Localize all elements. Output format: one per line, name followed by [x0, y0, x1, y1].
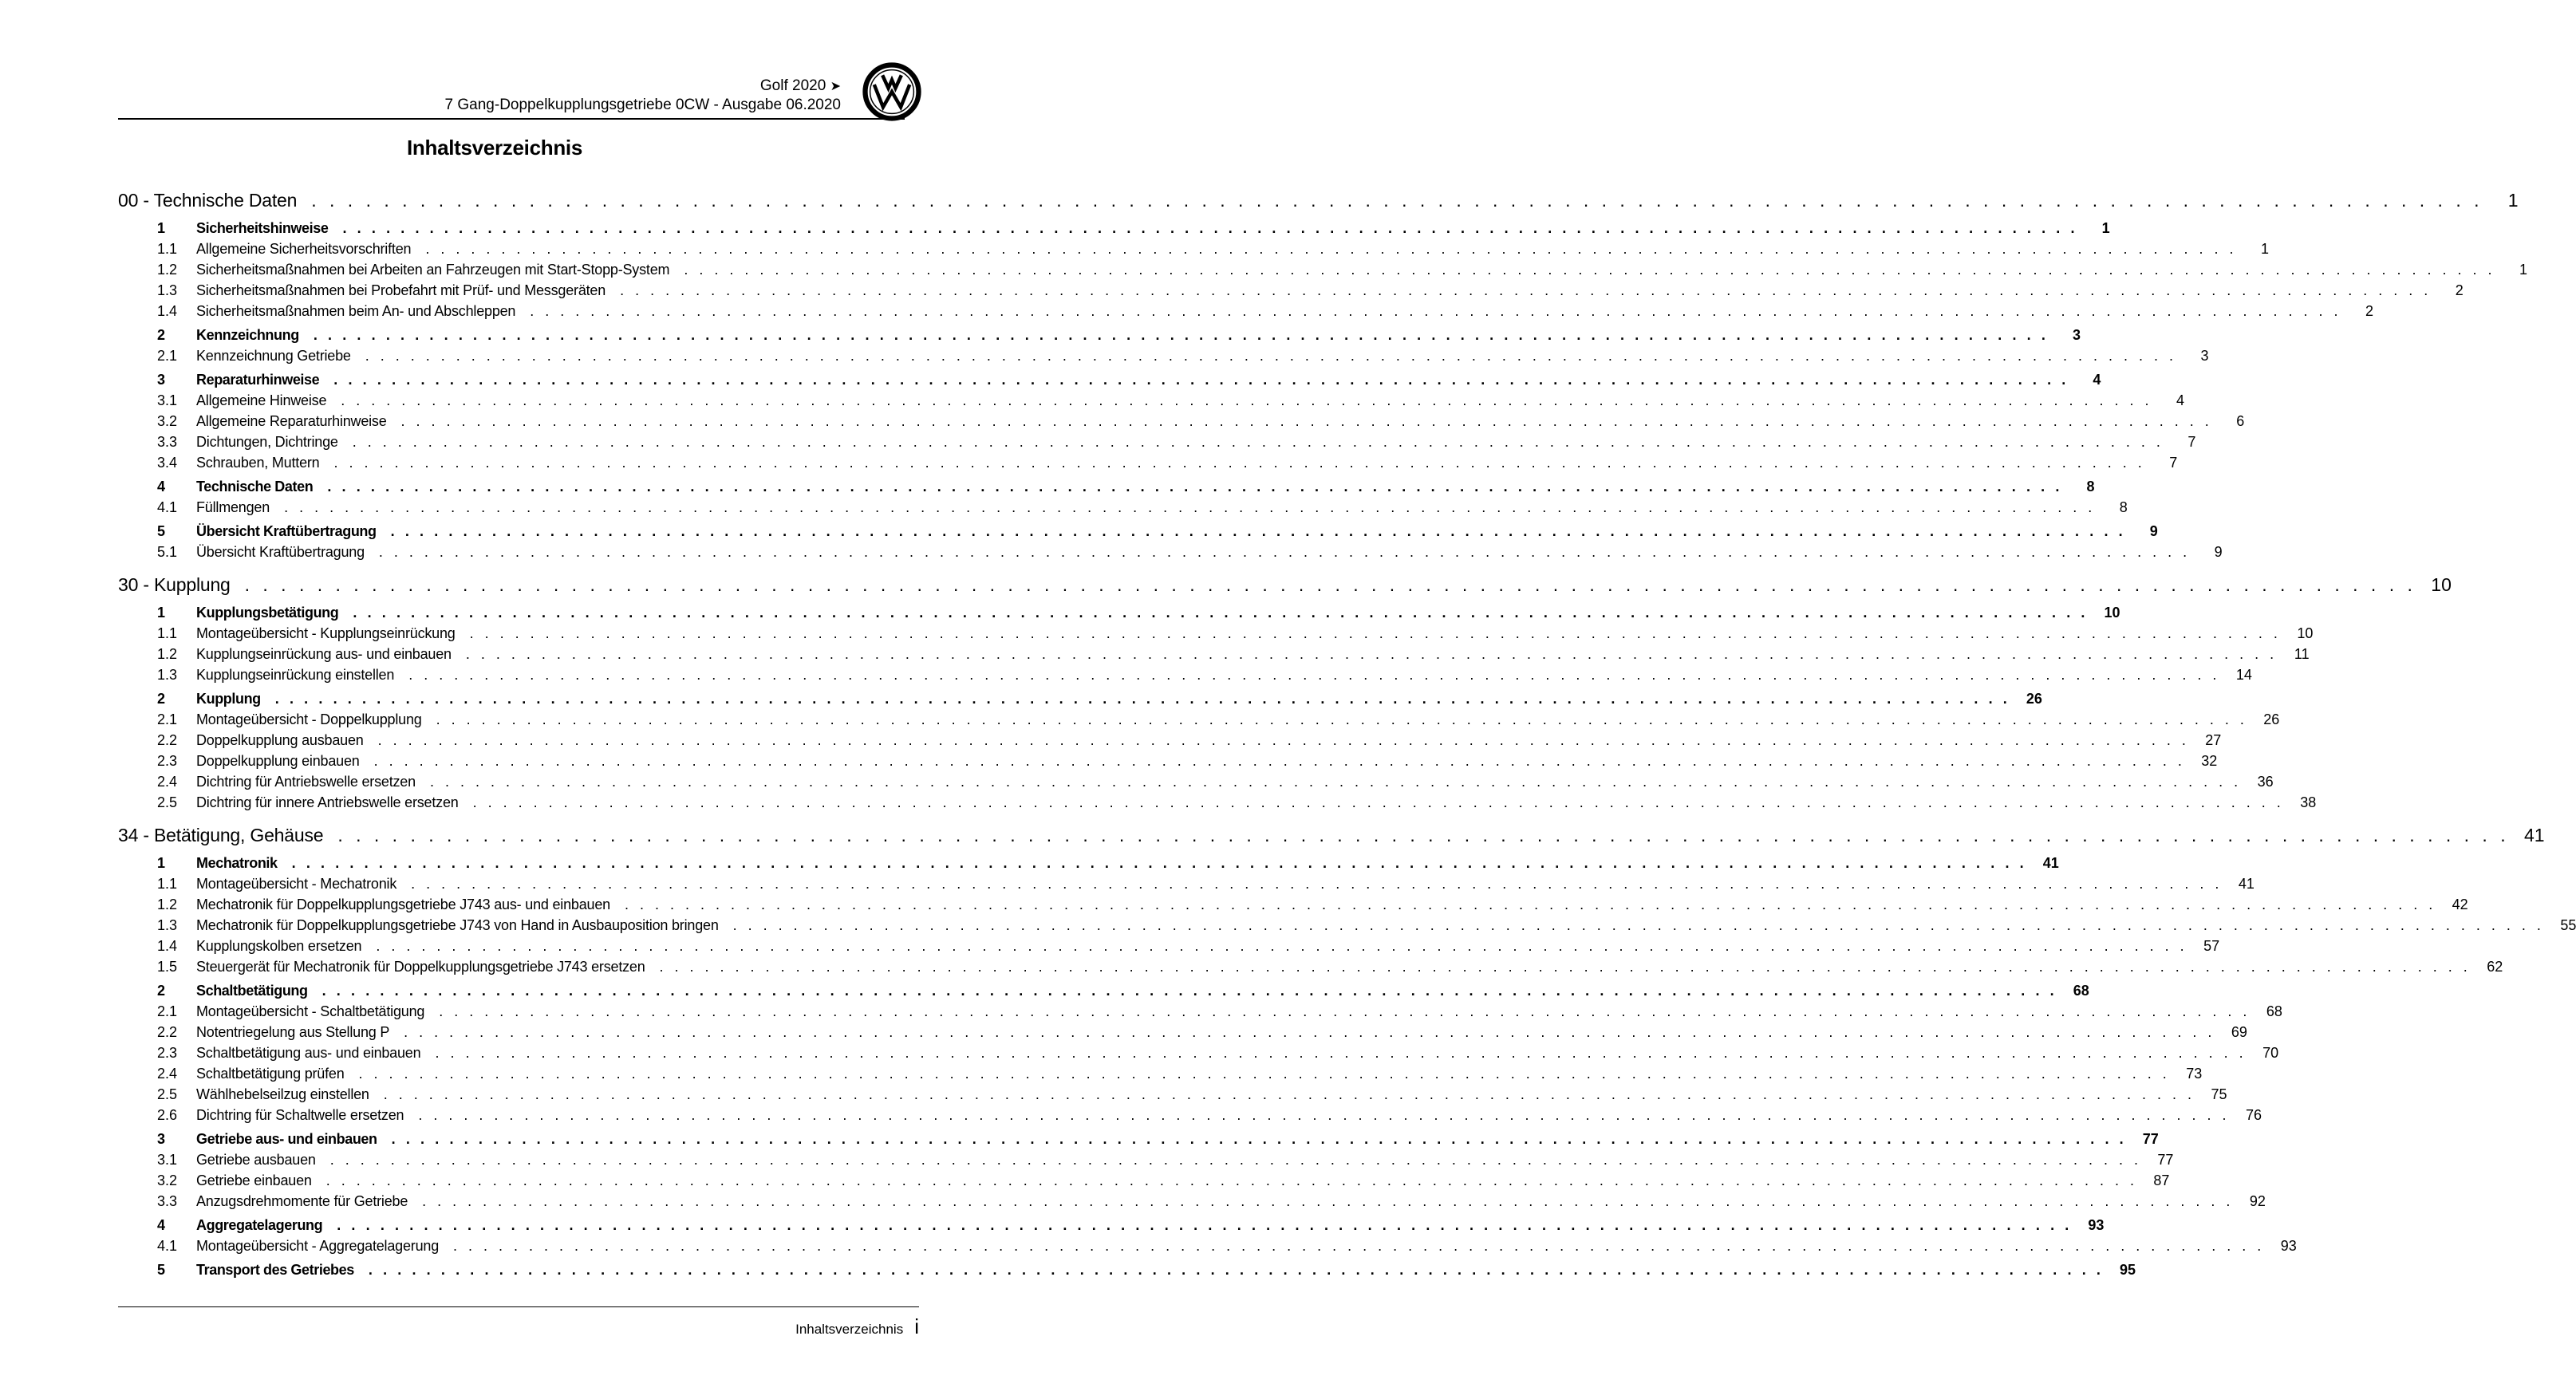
toc-sub-row[interactable]	[118, 625, 2314, 646]
header-subtitle: 7 Gang-Doppelkupplungsgetriebe 0CW - Ausgabe 06.2020	[444, 97, 841, 113]
toc-entry-number: 5.1	[157, 544, 178, 560]
toc-sub-row[interactable]	[118, 646, 2310, 667]
dot-leader: . . . . . . . . . . . . . . . . . . . . . . . . . . . . . . . . . . . . . . . . . . . . . . . . . . . . . . . . . . . . . . . . . . . . . . . . . . . . . . . . . . . . . . . . . . . . . . . . . . . . . . . . . . . . . . . . . . . . . . . .	[352, 434, 2164, 450]
toc-entry-page: 57	[2203, 938, 2220, 954]
toc-entry-title: Übersicht Kraftübertragung	[196, 523, 377, 539]
dot-leader: . . . . . . . . . . . . . . . . . . . . . . . . . . . . . . . . . . . . . . . . . . . . . . . . . . . . . . . . . . . . . . . . . . . . . . . . . . . . . . . . . . . . . . . . . . . . . . . . . . . . . . . . . . . . . . . . . . . . . . . .	[378, 544, 2191, 560]
toc-entry-number: 1.2	[157, 646, 178, 662]
toc-sub-row[interactable]	[118, 667, 2252, 688]
dot-leader: . . . . . . . . . . . . . . . . . . . . . . . . . . . . . . . . . . . . . . . . . . . . . . . . . . . . . . . . . . . . . . . . . . . . . . . . . . . . . . . . . . . . . . . . . . . . . . . . . . . . . . . . . . . . . . . . . . . . . . . .	[333, 455, 2146, 471]
toc-entry-title: Allgemeine Reparaturhinweise	[196, 413, 387, 429]
dot-leader: . . . . . . . . . . . . . . . . . . . . . . . . . . . . . . . . . . . . . . . . . . . . . . . . . . . . . . . . . . . . . . . . . . . . . . . . . . . . . . . . . . . . . . . . . . . . . . . . . . . . . . . . . . . . . . . . . . . . . . . .	[472, 794, 2285, 810]
toc-sub-row[interactable]	[118, 1238, 2297, 1259]
toc-entry-page: 6	[2236, 413, 2245, 429]
arrow-right-icon: ➤	[830, 80, 841, 93]
toc-entry-page: 9	[2149, 523, 2158, 539]
toc-sub-row[interactable]	[118, 938, 2220, 959]
toc-entry-title: Sicherheitsmaßnahmen bei Arbeiten an Fahrzeugen mit Start-Stopp-System	[196, 262, 670, 278]
toc-entry-page: 92	[2249, 1193, 2266, 1209]
dot-leader: . . . . . . . . . . . . . . . . . . . . . . . . . . . . . . . . . . . . . . . . . . . . . . . . . . . . . . . . . . . . . . . . . . . . . . . . . . . . . . . . . . . . . . . . . . . . . . . . . . . . . . . . . . . . . . . . . . . . . . . .	[383, 1086, 2195, 1102]
toc-sub-row[interactable]	[118, 1003, 2282, 1024]
dot-leader: . . . . . . . . . . . . . . . . . . . . . . . . . . . . . . . . . . . . . . . . . . . . . . . . . . . . . . . . . . . . . . . . . . . . . . . . . . . . . . . . . . . . . . . . . . . . . . . . . . . . . . . . . . . . . . . . . . . . . . . .	[325, 1172, 2138, 1188]
toc-entry-title: Sicherheitsmaßnahmen beim An- und Abschleppen	[196, 303, 516, 319]
toc-sub-row[interactable]	[118, 1193, 2266, 1214]
toc-entry-title: 34 - Betätigung, Gehäuse	[118, 825, 324, 845]
toc-entry-page: 8	[2119, 499, 2128, 515]
toc-entry-title: Anzugsdrehmomente für Getriebe	[196, 1193, 408, 1209]
toc-entry-number: 1.3	[157, 282, 178, 298]
dot-leader: . . . . . . . . . . . . . . . . . . . . . . . . . . . . . . . . . . . . . . . . . . . . . . . . . . . . . . . . . . . . . . . . . . . . . . . . . . . . . . . . . . . . . . . . . . . . . . . . . . . . . . . . . . . . . . . . . . . . . . . .	[390, 523, 2126, 539]
toc-entry-title: Dichtungen, Dichtringe	[196, 434, 338, 450]
dot-leader: . . . . . . . . . . . . . . . . . . . . . . . . . . . . . . . . . . . . . . . . . . . . . . . . . . . . . . . . . . . . . . . . . . . . . . . . . . . . . . . . . . . . . . . . . . . . . . . . . . . . . . . . . . . . . . . . . . . . . . . .	[337, 825, 2510, 845]
toc-section-row[interactable]	[118, 220, 2110, 241]
toc-entry-number: 1	[157, 220, 166, 236]
toc-entry-number: 3.2	[157, 1172, 178, 1188]
dot-leader: . . . . . . . . . . . . . . . . . . . . . . . . . . . . . . . . . . . . . . . . . . . . . . . . . . . . . . . . . . . . . . . . . . . . . . . . . . . . . . . . . . . . . . . . . . . . . . . . . . . . . . . . . . . . . . . . . . . . . . . .	[376, 938, 2188, 954]
toc-entry-number: 2	[157, 327, 166, 343]
toc-entry-title: Schrauben, Muttern	[196, 455, 320, 471]
dot-leader: . . . . . . . . . . . . . . . . . . . . . . . . . . . . . . . . . . . . . . . . . . . . . . . . . . . . . . . . . . . . . . . . . . . . . . . . . . . . . . . . . . . . . . . . . . . . . . . . . . . . . . . . . . . . . . . . . . . . . . . .	[400, 413, 2213, 429]
dot-leader: . . . . . . . . . . . . . . . . . . . . . . . . . . . . . . . . . . . . . . . . . . . . . . . . . . . . . . . . . . . . . . . . . . . . . . . . . . . . . . . . . . . . . . . . . . . . . . . . . . . . . . . . . . . . . . . . . . . . . . . .	[530, 303, 2341, 319]
dot-leader: . . . . . . . . . . . . . . . . . . . . . . . . . . . . . . . . . . . . . . . . . . . . . . . . . . . . . . . . . . . . . . . . . . . . . . . . . . . . . . . . . . . . . . . . . . . . . . . . . . . . . . . . . . . . . . . . . . . . . . . .	[291, 855, 2027, 871]
toc-sub-row[interactable]	[118, 282, 2464, 303]
toc-entry-title: Kupplungseinrückung einstellen	[196, 667, 395, 683]
toc-entry-page: 76	[2246, 1107, 2262, 1123]
toc-entry-page: 26	[2263, 711, 2280, 727]
toc-entry-title: Doppelkupplung einbauen	[196, 753, 360, 769]
toc-entry-number: 1.3	[157, 917, 178, 933]
toc-entry-number: 1.4	[157, 303, 178, 319]
toc-sub-row[interactable]	[118, 732, 2222, 753]
toc-chapter-row[interactable]	[118, 190, 2519, 217]
toc-entry-page: 2	[2365, 303, 2373, 319]
toc-sub-row[interactable]	[118, 434, 2196, 455]
toc-entry-page: 73	[2186, 1066, 2203, 1082]
dot-leader: . . . . . . . . . . . . . . . . . . . . . . . . . . . . . . . . . . . . . . . . . . . . . . . . . . . . . . . . . . . . . . . . . . . . . . . . . . . . . . . . . . . . . . . . . . . . . . . . . . . . . . . . . . . . . . . . . . . . . . . .	[341, 392, 2153, 408]
toc-entry-page: 41	[2524, 825, 2545, 845]
toc-entry-number: 2.4	[157, 774, 178, 790]
toc-section-row[interactable]	[118, 523, 2158, 544]
toc-entry-number: 2.5	[157, 794, 178, 810]
dot-leader: . . . . . . . . . . . . . . . . . . . . . . . . . . . . . . . . . . . . . . . . . . . . . . . . . . . . . . . . . . . . . . . . . . . . . . . . . . . . . . . . . . . . . . . . . . . . . . . . . . . . . . . . . . . . . . . . . . . . . . . .	[429, 774, 2242, 790]
toc-chapter-row[interactable]	[118, 825, 2545, 852]
toc-entry-number: 2.3	[157, 753, 178, 769]
toc-entry-title: Schaltbetätigung aus- und einbauen	[196, 1045, 421, 1061]
toc-entry-page: 42	[2452, 897, 2468, 912]
dot-leader: . . . . . . . . . . . . . . . . . . . . . . . . . . . . . . . . . . . . . . . . . . . . . . . . . . . . . . . . . . . . . . . . . . . . . . . . . . . . . . . . . . . . . . . . . . . . . . . . . . . . . . . . . . . . . . . . . . . . . . . .	[404, 1024, 2215, 1040]
toc-entry-title: Kupplungseinrückung aus- und einbauen	[196, 646, 452, 662]
dot-leader: . . . . . . . . . . . . . . . . . . . . . . . . . . . . . . . . . . . . . . . . . . . . . . . . . . . . . . . . . . . . . . . . . . . . . . . . . . . . . . . . . . . . . . . . . . . . . . . . . . . . . . . . . . . . . . . . . . . . . . . .	[418, 1107, 2231, 1123]
dot-leader: . . . . . . . . . . . . . . . . . . . . . . . . . . . . . . . . . . . . . . . . . . . . . . . . . . . . . . . . . . . . . . . . . . . . . . . . . . . . . . . . . . . . . . . . . . . . . . . . . . . . . . . . . . . . . . . . . . . . . . . .	[333, 372, 2069, 388]
toc-entry-page: 36	[2257, 774, 2274, 790]
toc-section-row[interactable]	[118, 855, 2059, 876]
toc-entry-page: 87	[2153, 1172, 2170, 1188]
toc-entry-number: 2	[157, 691, 166, 707]
toc-entry-number: 4	[157, 1217, 166, 1233]
toc-sub-row[interactable]	[118, 303, 2373, 324]
toc-sub-row[interactable]	[118, 1107, 2262, 1128]
toc-entry-title: Montageübersicht - Aggregatelagerung	[196, 1238, 440, 1254]
toc-entry-page: 11	[2294, 646, 2310, 662]
header-model-line	[118, 77, 849, 96]
toc-entry-page: 69	[2231, 1024, 2247, 1040]
toc-entry-title: Getriebe einbauen	[196, 1172, 312, 1188]
toc-sub-row[interactable]	[118, 876, 2254, 897]
header-model: Golf 2020	[759, 77, 826, 94]
dot-leader: . . . . . . . . . . . . . . . . . . . . . . . . . . . . . . . . . . . . . . . . . . . . . . . . . . . . . . . . . . . . . . . . . . . . . . . . . . . . . . . . . . . . . . . . . . . . . . . . . . . . . . . . . . . . . . . . . . . . . . . .	[465, 646, 2278, 662]
toc-entry-page: 3	[2200, 348, 2209, 364]
toc-sub-row[interactable]	[118, 711, 2280, 732]
toc-entry-number: 5	[157, 523, 166, 539]
toc-entry-number: 3.2	[157, 413, 178, 429]
toc-entry-title: Sicherheitsmaßnahmen bei Probefahrt mit Prüf- und Messgeräten	[196, 282, 606, 298]
dot-leader: . . . . . . . . . . . . . . . . . . . . . . . . . . . . . . . . . . . . . . . . . . . . . . . . . . . . . . . . . . . . . . . . . . . . . . . . . . . . . . . . . . . . . . . . . . . . . . . . . . . . . . . . . . . . . . . . . . . . . . . .	[732, 917, 2545, 933]
dot-leader: . . . . . . . . . . . . . . . . . . . . . . . . . . . . . . . . . . . . . . . . . . . . . . . . . . . . . . . . . . . . . . . . . . . . . . . . . . . . . . . . . . . . . . . . . . . . . . . . . . . . . . . . . . . . . . . . . . . . . . . .	[368, 1262, 2105, 1278]
toc-entry-number: 1.1	[157, 241, 178, 257]
dot-leader: . . . . . . . . . . . . . . . . . . . . . . . . . . . . . . . . . . . . . . . . . . . . . . . . . . . . . . . . . . . . . . . . . . . . . . . . . . . . . . . . . . . . . . . . . . . . . . . . . . . . . . . . . . . . . . . . . . . . . . . .	[620, 282, 2432, 298]
toc-entry-title: Mechatronik für Doppelkupplungsgetriebe J743 von Hand in Ausbauposition bringen	[196, 917, 719, 933]
toc-entry-title: Schaltbetätigung prüfen	[196, 1066, 345, 1082]
dot-leader: . . . . . . . . . . . . . . . . . . . . . . . . . . . . . . . . . . . . . . . . . . . . . . . . . . . . . . . . . . . . . . . . . . . . . . . . . . . . . . . . . . . . . . . . . . . . . . . . . . . . . . . . . . . . . . . . . . . . . . . .	[684, 262, 2496, 278]
toc-entry-number: 4.1	[157, 499, 178, 515]
toc-entry-title: Kennzeichnung	[196, 327, 299, 343]
toc-entry-number: 2.2	[157, 732, 178, 748]
dot-leader: . . . . . . . . . . . . . . . . . . . . . . . . . . . . . . . . . . . . . . . . . . . . . . . . . . . . . . . . . . . . . . . . . . . . . . . . . . . . . . . . . . . . . . . . . . . . . . . . . . . . . . . . . . . . . . . . . . . . . . . .	[342, 220, 2078, 236]
toc-entry-page: 1	[2507, 190, 2519, 211]
toc-sub-row[interactable]	[118, 753, 2218, 774]
footer-page-number: i	[914, 1314, 919, 1338]
toc-entry-page: 41	[2238, 876, 2254, 892]
dot-leader: . . . . . . . . . . . . . . . . . . . . . . . . . . . . . . . . . . . . . . . . . . . . . . . . . . . . . . . . . . . . . . . . . . . . . . . . . . . . . . . . . . . . . . . . . . . . . . . . . . . . . . . . . . . . . . . . . . . . . . . .	[411, 876, 2223, 892]
dot-leader: . . . . . . . . . . . . . . . . . . . . . . . . . . . . . . . . . . . . . . . . . . . . . . . . . . . . . . . . . . . . . . . . . . . . . . . . . . . . . . . . . . . . . . . . . . . . . . . . . . . . . . . . . . . . . . . . . . . . . . . .	[425, 241, 2238, 257]
toc-entry-number: 1.1	[157, 625, 178, 641]
toc-entry-number: 3	[157, 372, 166, 388]
dot-leader: . . . . . . . . . . . . . . . . . . . . . . . . . . . . . . . . . . . . . . . . . . . . . . . . . . . . . . . . . . . . . . . . . . . . . . . . . . . . . . . . . . . . . . . . . . . . . . . . . . . . . . . . . . . . . . . . . . . . . . . .	[337, 1217, 2073, 1233]
toc-entry-page: 95	[2119, 1262, 2136, 1278]
toc-sub-row[interactable]	[118, 897, 2468, 917]
toc-entry-title: Reparaturhinweise	[196, 372, 320, 388]
toc-sub-row[interactable]	[118, 392, 2185, 413]
toc-entry-number: 4.1	[157, 1238, 178, 1254]
toc-entry-page: 14	[2235, 667, 2252, 683]
toc-entry-title: Notentriegelung aus Stellung P	[196, 1024, 390, 1040]
toc-entry-number: 1.2	[157, 897, 178, 912]
toc-entry-title: Allgemeine Sicherheitsvorschriften	[196, 241, 412, 257]
toc-entry-page: 32	[2201, 753, 2218, 769]
toc-entry-title: Aggregatelagerung	[196, 1217, 323, 1233]
toc-entry-title: Dichtring für Schaltwelle ersetzen	[196, 1107, 404, 1123]
toc-sub-row[interactable]	[118, 1086, 2227, 1107]
toc-entry-title: Sicherheitshinweise	[196, 220, 329, 236]
toc-section-row[interactable]	[118, 1131, 2159, 1152]
toc-entry-number: 1	[157, 855, 166, 871]
dot-leader: . . . . . . . . . . . . . . . . . . . . . . . . . . . . . . . . . . . . . . . . . . . . . . . . . . . . . . . . . . . . . . . . . . . . . . . . . . . . . . . . . . . . . . . . . . . . . . . . . . . . . . . . . . . . . . . . . . . . . . . .	[391, 1131, 2127, 1147]
toc-entry-number: 5	[157, 1262, 166, 1278]
toc-entry-number: 2.6	[157, 1107, 178, 1123]
toc-section-row[interactable]	[118, 1262, 2136, 1283]
toc-entry-title: Schaltbetätigung	[196, 983, 308, 999]
toc-entry-number: 3.4	[157, 455, 178, 471]
dot-leader: . . . . . . . . . . . . . . . . . . . . . . . . . . . . . . . . . . . . . . . . . . . . . . . . . . . . . . . . . . . . . . . . . . . . . . . . . . . . . . . . . . . . . . . . . . . . . . . . . . . . . . . . . . . . . . . . . . . . . . . .	[311, 190, 2483, 211]
dot-leader: . . . . . . . . . . . . . . . . . . . . . . . . . . . . . . . . . . . . . . . . . . . . . . . . . . . . . . . . . . . . . . . . . . . . . . . . . . . . . . . . . . . . . . . . . . . . . . . . . . . . . . . . . . . . . . . . . . . . . . . .	[439, 1003, 2251, 1019]
toc-entry-title: Getriebe aus- und einbauen	[196, 1131, 377, 1147]
toc-entry-page: 7	[2169, 455, 2178, 471]
dot-leader: . . . . . . . . . . . . . . . . . . . . . . . . . . . . . . . . . . . . . . . . . . . . . . . . . . . . . . . . . . . . . . . . . . . . . . . . . . . . . . . . . . . . . . . . . . . . . . . . . . . . . . . . . . . . . . . . . . . . . . . .	[469, 625, 2282, 641]
toc-entry-title: Füllmengen	[196, 499, 270, 515]
dot-leader: . . . . . . . . . . . . . . . . . . . . . . . . . . . . . . . . . . . . . . . . . . . . . . . . . . . . . . . . . . . . . . . . . . . . . . . . . . . . . . . . . . . . . . . . . . . . . . . . . . . . . . . . . . . . . . . . . . . . . . . .	[453, 1238, 2265, 1254]
toc-entry-page: 68	[2073, 983, 2089, 999]
toc-entry-title: Mechatronik	[196, 855, 278, 871]
toc-entry-number: 2.3	[157, 1045, 178, 1061]
header-rule	[118, 118, 905, 120]
toc-entry-title: Steuergerät für Mechatronik für Doppelkupplungsgetriebe J743 ersetzen	[196, 959, 645, 975]
toc-section-row[interactable]	[118, 327, 2081, 348]
toc-entry-page: 77	[2157, 1152, 2174, 1168]
toc-entry-page: 1	[2519, 262, 2528, 278]
toc-entry-number: 2	[157, 983, 166, 999]
dot-leader: . . . . . . . . . . . . . . . . . . . . . . . . . . . . . . . . . . . . . . . . . . . . . . . . . . . . . . . . . . . . . . . . . . . . . . . . . . . . . . . . . . . . . . . . . . . . . . . . . . . . . . . . . . . . . . . . . . . . . . . .	[659, 959, 2471, 975]
toc-entry-page: 75	[2211, 1086, 2227, 1102]
toc-entry-number: 1.4	[157, 938, 178, 954]
toc-chapter-row[interactable]	[118, 574, 2452, 601]
toc-entry-page: 4	[2176, 392, 2185, 408]
toc-entry-title: Montageübersicht - Mechatronik	[196, 876, 397, 892]
toc-entry-number: 2.5	[157, 1086, 178, 1102]
toc-entry-page: 93	[2088, 1217, 2105, 1233]
toc-entry-number: 1.3	[157, 667, 178, 683]
toc-section-row[interactable]	[118, 605, 2120, 625]
dot-leader: . . . . . . . . . . . . . . . . . . . . . . . . . . . . . . . . . . . . . . . . . . . . . . . . . . . . . . . . . . . . . . . . . . . . . . . . . . . . . . . . . . . . . . . . . . . . . . . . . . . . . . . . . . . . . . . . . . . . . . . .	[353, 605, 2089, 621]
toc-entry-title: Montageübersicht - Doppelkupplung	[196, 711, 422, 727]
toc-entry-title: Montageübersicht - Kupplungseinrückung	[196, 625, 456, 641]
dot-leader: . . . . . . . . . . . . . . . . . . . . . . . . . . . . . . . . . . . . . . . . . . . . . . . . . . . . . . . . . . . . . . . . . . . . . . . . . . . . . . . . . . . . . . . . . . . . . . . . . . . . . . . . . . . . . . . . . . . . . . . .	[327, 479, 2063, 495]
dot-leader: . . . . . . . . . . . . . . . . . . . . . . . . . . . . . . . . . . . . . . . . . . . . . . . . . . . . . . . . . . . . . . . . . . . . . . . . . . . . . . . . . . . . . . . . . . . . . . . . . . . . . . . . . . . . . . . . . . . . . . . .	[358, 1066, 2171, 1082]
toc-sub-row[interactable]	[118, 413, 2245, 434]
toc-entry-page: 4	[2093, 372, 2101, 388]
toc-sub-row[interactable]	[118, 1172, 2170, 1193]
dot-leader: . . . . . . . . . . . . . . . . . . . . . . . . . . . . . . . . . . . . . . . . . . . . . . . . . . . . . . . . . . . . . . . . . . . . . . . . . . . . . . . . . . . . . . . . . . . . . . . . . . . . . . . . . . . . . . . . . . . . . . . .	[377, 732, 2190, 748]
toc-entry-number: 3	[157, 1131, 166, 1147]
dot-leader: . . . . . . . . . . . . . . . . . . . . . . . . . . . . . . . . . . . . . . . . . . . . . . . . . . . . . . . . . . . . . . . . . . . . . . . . . . . . . . . . . . . . . . . . . . . . . . . . . . . . . . . . . . . . . . . . . . . . . . . .	[436, 711, 2248, 727]
toc-section-row[interactable]	[118, 479, 2095, 499]
toc-entry-title: Dichtring für innere Antriebswelle ersetzen	[196, 794, 459, 810]
toc-entry-page: 41	[2042, 855, 2059, 871]
toc-entry-number: 1	[157, 605, 166, 621]
dot-leader: . . . . . . . . . . . . . . . . . . . . . . . . . . . . . . . . . . . . . . . . . . . . . . . . . . . . . . . . . . . . . . . . . . . . . . . . . . . . . . . . . . . . . . . . . . . . . . . . . . . . . . . . . . . . . . . . . . . . . . . .	[284, 499, 2096, 515]
toc-entry-title: 00 - Technische Daten	[118, 190, 298, 211]
toc-section-row[interactable]	[118, 983, 2089, 1003]
toc-entry-title: Allgemeine Hinweise	[196, 392, 327, 408]
toc-sub-row[interactable]	[118, 499, 2128, 520]
toc-entry-page: 77	[2142, 1131, 2159, 1147]
toc-entry-number: 3.1	[157, 1152, 178, 1168]
toc-sub-row[interactable]	[118, 1152, 2174, 1172]
dot-leader: . . . . . . . . . . . . . . . . . . . . . . . . . . . . . . . . . . . . . . . . . . . . . . . . . . . . . . . . . . . . . . . . . . . . . . . . . . . . . . . . . . . . . . . . . . . . . . . . . . . . . . . . . . . . . . . . . . . . . . . .	[624, 897, 2436, 912]
toc-sub-row[interactable]	[118, 1045, 2279, 1066]
page-footer	[795, 1314, 919, 1339]
toc-entry-page: 68	[2266, 1003, 2282, 1019]
toc-sub-row[interactable]	[118, 1066, 2203, 1086]
toc-entry-title: Kupplungskolben ersetzen	[196, 938, 362, 954]
toc-entry-title: Doppelkupplung ausbauen	[196, 732, 364, 748]
page-title: Inhaltsverzeichnis	[406, 136, 583, 160]
page-header	[118, 77, 849, 118]
toc-entry-number: 2.1	[157, 711, 178, 727]
volkswagen-logo-icon	[862, 62, 921, 121]
toc-entry-number: 1.1	[157, 876, 178, 892]
toc-entry-number: 3.1	[157, 392, 178, 408]
toc-entry-page: 55	[2560, 917, 2576, 933]
dot-leader: . . . . . . . . . . . . . . . . . . . . . . . . . . . . . . . . . . . . . . . . . . . . . . . . . . . . . . . . . . . . . . . . . . . . . . . . . . . . . . . . . . . . . . . . . . . . . . . . . . . . . . . . . . . . . . . . . . . . . . . .	[408, 667, 2220, 683]
toc-sub-row[interactable]	[118, 241, 2270, 262]
toc-entry-page: 8	[2086, 479, 2095, 495]
toc-entry-title: Montageübersicht - Schaltbetätigung	[196, 1003, 425, 1019]
toc-sub-row[interactable]	[118, 544, 2223, 565]
toc-entry-page: 10	[2297, 625, 2314, 641]
dot-leader: . . . . . . . . . . . . . . . . . . . . . . . . . . . . . . . . . . . . . . . . . . . . . . . . . . . . . . . . . . . . . . . . . . . . . . . . . . . . . . . . . . . . . . . . . . . . . . . . . . . . . . . . . . . . . . . . . . . . . . . .	[365, 348, 2177, 364]
toc-sub-row[interactable]	[118, 774, 2274, 794]
toc-entry-number: 3.3	[157, 434, 178, 450]
toc-entry-title: Wählhebelseilzug einstellen	[196, 1086, 369, 1102]
toc-entry-title: Technische Daten	[196, 479, 314, 495]
toc-sub-row[interactable]	[118, 262, 2528, 282]
toc-entry-page: 10	[2431, 574, 2452, 595]
toc-entry-page: 26	[2026, 691, 2042, 707]
toc-sub-row[interactable]	[118, 1024, 2247, 1045]
toc-entry-title: Transport des Getriebes	[196, 1262, 354, 1278]
dot-leader: . . . . . . . . . . . . . . . . . . . . . . . . . . . . . . . . . . . . . . . . . . . . . . . . . . . . . . . . . . . . . . . . . . . . . . . . . . . . . . . . . . . . . . . . . . . . . . . . . . . . . . . . . . . . . . . . . . . . . . . .	[322, 983, 2057, 999]
toc-entry-page: 1	[2261, 241, 2270, 257]
toc-entry-number: 2.2	[157, 1024, 178, 1040]
toc-entry-title: Übersicht Kraftübertragung	[196, 544, 365, 560]
toc-entry-page: 62	[2487, 959, 2503, 975]
toc-entry-page: 2	[2455, 282, 2464, 298]
toc-entry-number: 3.3	[157, 1193, 178, 1209]
dot-leader: . . . . . . . . . . . . . . . . . . . . . . . . . . . . . . . . . . . . . . . . . . . . . . . . . . . . . . . . . . . . . . . . . . . . . . . . . . . . . . . . . . . . . . . . . . . . . . . . . . . . . . . . . . . . . . . . . . . . . . . .	[244, 574, 2416, 595]
toc-entry-title: Kupplung	[196, 691, 261, 707]
toc-section-row[interactable]	[118, 691, 2042, 711]
dot-leader: . . . . . . . . . . . . . . . . . . . . . . . . . . . . . . . . . . . . . . . . . . . . . . . . . . . . . . . . . . . . . . . . . . . . . . . . . . . . . . . . . . . . . . . . . . . . . . . . . . . . . . . . . . . . . . . . . . . . . . . .	[313, 327, 2049, 343]
dot-leader: . . . . . . . . . . . . . . . . . . . . . . . . . . . . . . . . . . . . . . . . . . . . . . . . . . . . . . . . . . . . . . . . . . . . . . . . . . . . . . . . . . . . . . . . . . . . . . . . . . . . . . . . . . . . . . . . . . . . . . . .	[373, 753, 2186, 769]
toc-entry-number: 2.4	[157, 1066, 178, 1082]
toc-entry-title: 30 - Kupplung	[118, 574, 231, 595]
toc-entry-page: 27	[2205, 732, 2222, 748]
toc-entry-page: 7	[2187, 434, 2196, 450]
toc-entry-title: Mechatronik für Doppelkupplungsgetriebe J743 aus- und einbauen	[196, 897, 610, 912]
dot-leader: . . . . . . . . . . . . . . . . . . . . . . . . . . . . . . . . . . . . . . . . . . . . . . . . . . . . . . . . . . . . . . . . . . . . . . . . . . . . . . . . . . . . . . . . . . . . . . . . . . . . . . . . . . . . . . . . . . . . . . . .	[274, 691, 2010, 707]
dot-leader: . . . . . . . . . . . . . . . . . . . . . . . . . . . . . . . . . . . . . . . . . . . . . . . . . . . . . . . . . . . . . . . . . . . . . . . . . . . . . . . . . . . . . . . . . . . . . . . . . . . . . . . . . . . . . . . . . . . . . . . .	[422, 1193, 2234, 1209]
toc-entry-page: 9	[2214, 544, 2223, 560]
toc-entry-number: 1.5	[157, 959, 178, 975]
toc-entry-number: 1.2	[157, 262, 178, 278]
toc-entry-page: 3	[2072, 327, 2081, 343]
toc-section-row[interactable]	[118, 372, 2101, 392]
toc-sub-row[interactable]	[118, 794, 2317, 815]
toc-sub-row[interactable]	[118, 348, 2209, 368]
toc-entry-title: Dichtring für Antriebswelle ersetzen	[196, 774, 416, 790]
table-of-contents	[118, 190, 2576, 1283]
toc-section-row[interactable]	[118, 1217, 2105, 1238]
toc-entry-number: 2.1	[157, 1003, 178, 1019]
toc-entry-number: 2.1	[157, 348, 178, 364]
toc-entry-page: 1	[2101, 220, 2110, 236]
toc-sub-row[interactable]	[118, 455, 2178, 475]
footer-label: Inhaltsverzeichnis	[795, 1322, 904, 1337]
toc-entry-page: 38	[2300, 794, 2317, 810]
toc-entry-page: 10	[2104, 605, 2120, 621]
footer-rule	[118, 1306, 919, 1307]
toc-entry-page: 93	[2280, 1238, 2297, 1254]
toc-entry-number: 4	[157, 479, 166, 495]
toc-entry-title: Kennzeichnung Getriebe	[196, 348, 351, 364]
toc-entry-title: Kupplungsbetätigung	[196, 605, 339, 621]
toc-sub-row[interactable]	[118, 917, 2576, 938]
toc-sub-row[interactable]	[118, 959, 2503, 979]
toc-entry-title: Getriebe ausbauen	[196, 1152, 316, 1168]
dot-leader: . . . . . . . . . . . . . . . . . . . . . . . . . . . . . . . . . . . . . . . . . . . . . . . . . . . . . . . . . . . . . . . . . . . . . . . . . . . . . . . . . . . . . . . . . . . . . . . . . . . . . . . . . . . . . . . . . . . . . . . .	[329, 1152, 2142, 1168]
dot-leader: . . . . . . . . . . . . . . . . . . . . . . . . . . . . . . . . . . . . . . . . . . . . . . . . . . . . . . . . . . . . . . . . . . . . . . . . . . . . . . . . . . . . . . . . . . . . . . . . . . . . . . . . . . . . . . . . . . . . . . . .	[435, 1045, 2247, 1061]
toc-entry-page: 70	[2262, 1045, 2279, 1061]
